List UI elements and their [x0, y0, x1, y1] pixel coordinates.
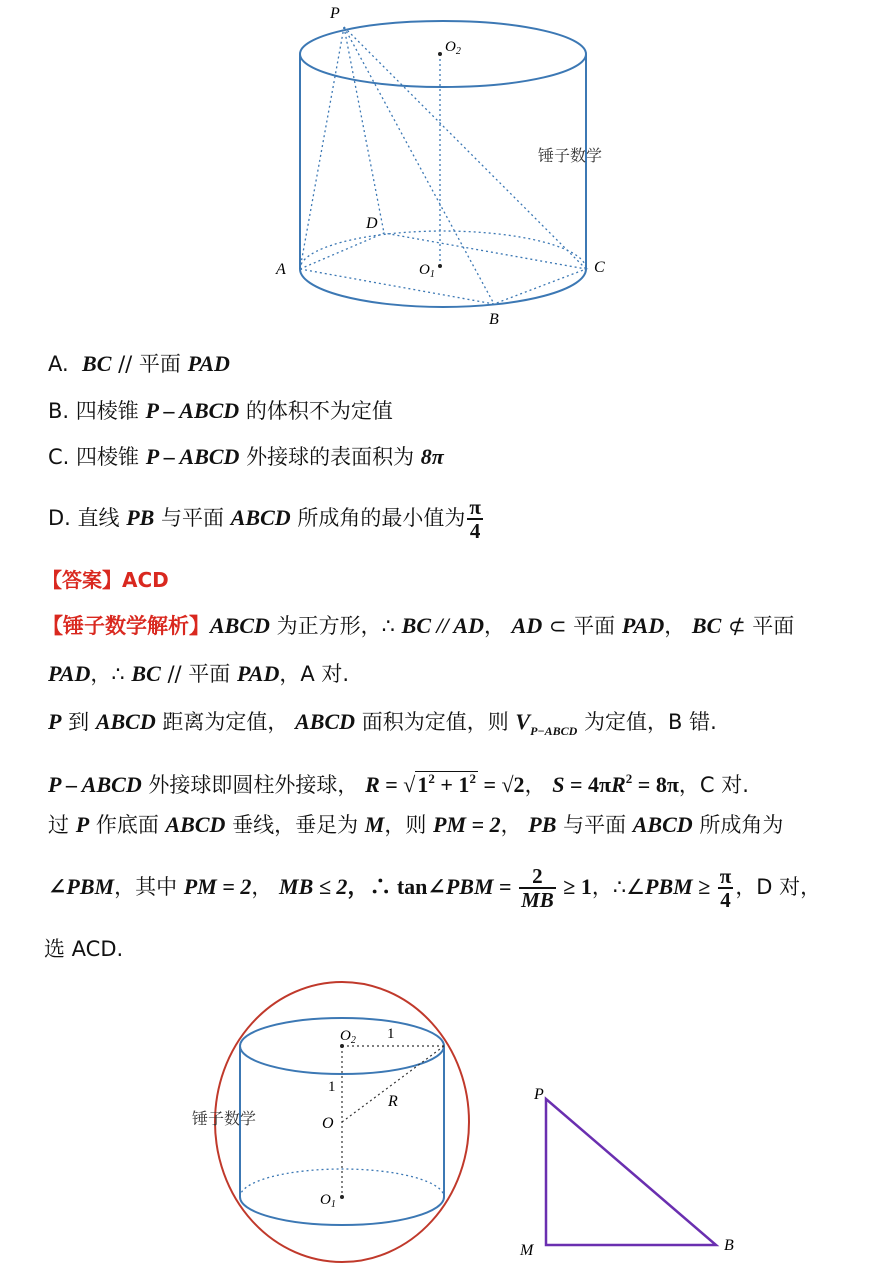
- label-R: R: [388, 1093, 398, 1110]
- cylinder-bottom-front: [240, 1197, 444, 1225]
- analysis-line-7: 选 ACD.: [44, 937, 124, 961]
- option-a: A. BC // 平面 PAD: [48, 351, 230, 376]
- label-B: B: [489, 311, 499, 328]
- bottom-front-arc: [300, 269, 586, 307]
- label-C: C: [594, 259, 605, 276]
- label-D: D: [366, 215, 378, 232]
- option-d: D. 直线 PB 与平面 ABCD 所成角的最小值为 $\frac{\pi}{4}$: [48, 495, 481, 543]
- label-one-left: 1: [328, 1079, 336, 1095]
- label-O1-b: $O_1$: [320, 1192, 336, 1210]
- fraction-pi-4-b: $\frac{\pi}{4}$: [719, 864, 732, 912]
- label-M-tri: M: [520, 1242, 534, 1259]
- triangle-PMB: [546, 1099, 716, 1245]
- analysis-line-1: 【锤子数学解析】ABCD 为正方形，∴ BC // AD， AD ⊂ 平面 PAD， BC ⊄ 平面: [42, 613, 795, 638]
- analysis-line-6: ∠PBM，其中 PM = 2， MB ≤ 2，∴ tan∠PBM = $\frac{2}{MB}$ ≥ 1，∴∠PBM ≥ $\frac{\pi}{4}$ ，D 对，: [48, 864, 822, 912]
- label-P-tri: P: [534, 1086, 544, 1103]
- label-O: O: [322, 1115, 334, 1132]
- label-P: P: [330, 5, 340, 22]
- cylinder-pyramid-figure: [0, 0, 886, 340]
- label-O2: $O_2$: [445, 39, 461, 57]
- watermark-2: 锤子数学: [192, 1109, 257, 1128]
- label-O1: $O_1$: [419, 262, 435, 280]
- edge-PD: [344, 27, 384, 233]
- label-B-tri: B: [724, 1237, 734, 1254]
- analysis-line-2: PAD，∴ BC // 平面 PAD，A 对.: [48, 661, 350, 686]
- option-c: C. 四棱锥 P – ABCD 外接球的表面积为 8π: [48, 444, 444, 469]
- fraction-pi-4: $\frac{\pi}{4}$: [469, 495, 481, 543]
- sphere-cylinder-figure: [0, 970, 886, 1280]
- radius-R: [342, 1046, 444, 1122]
- label-O2-b: $O_2$: [340, 1028, 356, 1046]
- fraction-2-MB: $\frac{2}{MB}$: [521, 864, 554, 912]
- analysis-line-4: P – ABCD 外接球即圆柱外接球， $R = √1^2 + 1^2 = √2$， $S = 4\pi R^2 = 8\pi$，C 对.: [48, 771, 749, 797]
- analysis-line-5: 过 P 作底面 ABCD 垂线，垂足为 M，则 PM = 2， PB 与平面 ABCD 所成角为: [48, 812, 784, 837]
- option-b: B. 四棱锥 P – ABCD 的体积不为定值: [48, 398, 393, 423]
- label-A: A: [276, 261, 286, 278]
- label-one-top: 1: [387, 1026, 395, 1042]
- watermark-1: 锤子数学: [538, 146, 603, 165]
- answer-tag: 【答案】ACD: [42, 568, 169, 592]
- analysis-line-3: P 到 ABCD 距离为定值， ABCD 面积为定值，则 $V_{P-ABCD}$ 为定值，B 错.: [48, 709, 717, 738]
- top-ellipse: [300, 21, 586, 87]
- square-ABCD: [300, 233, 586, 304]
